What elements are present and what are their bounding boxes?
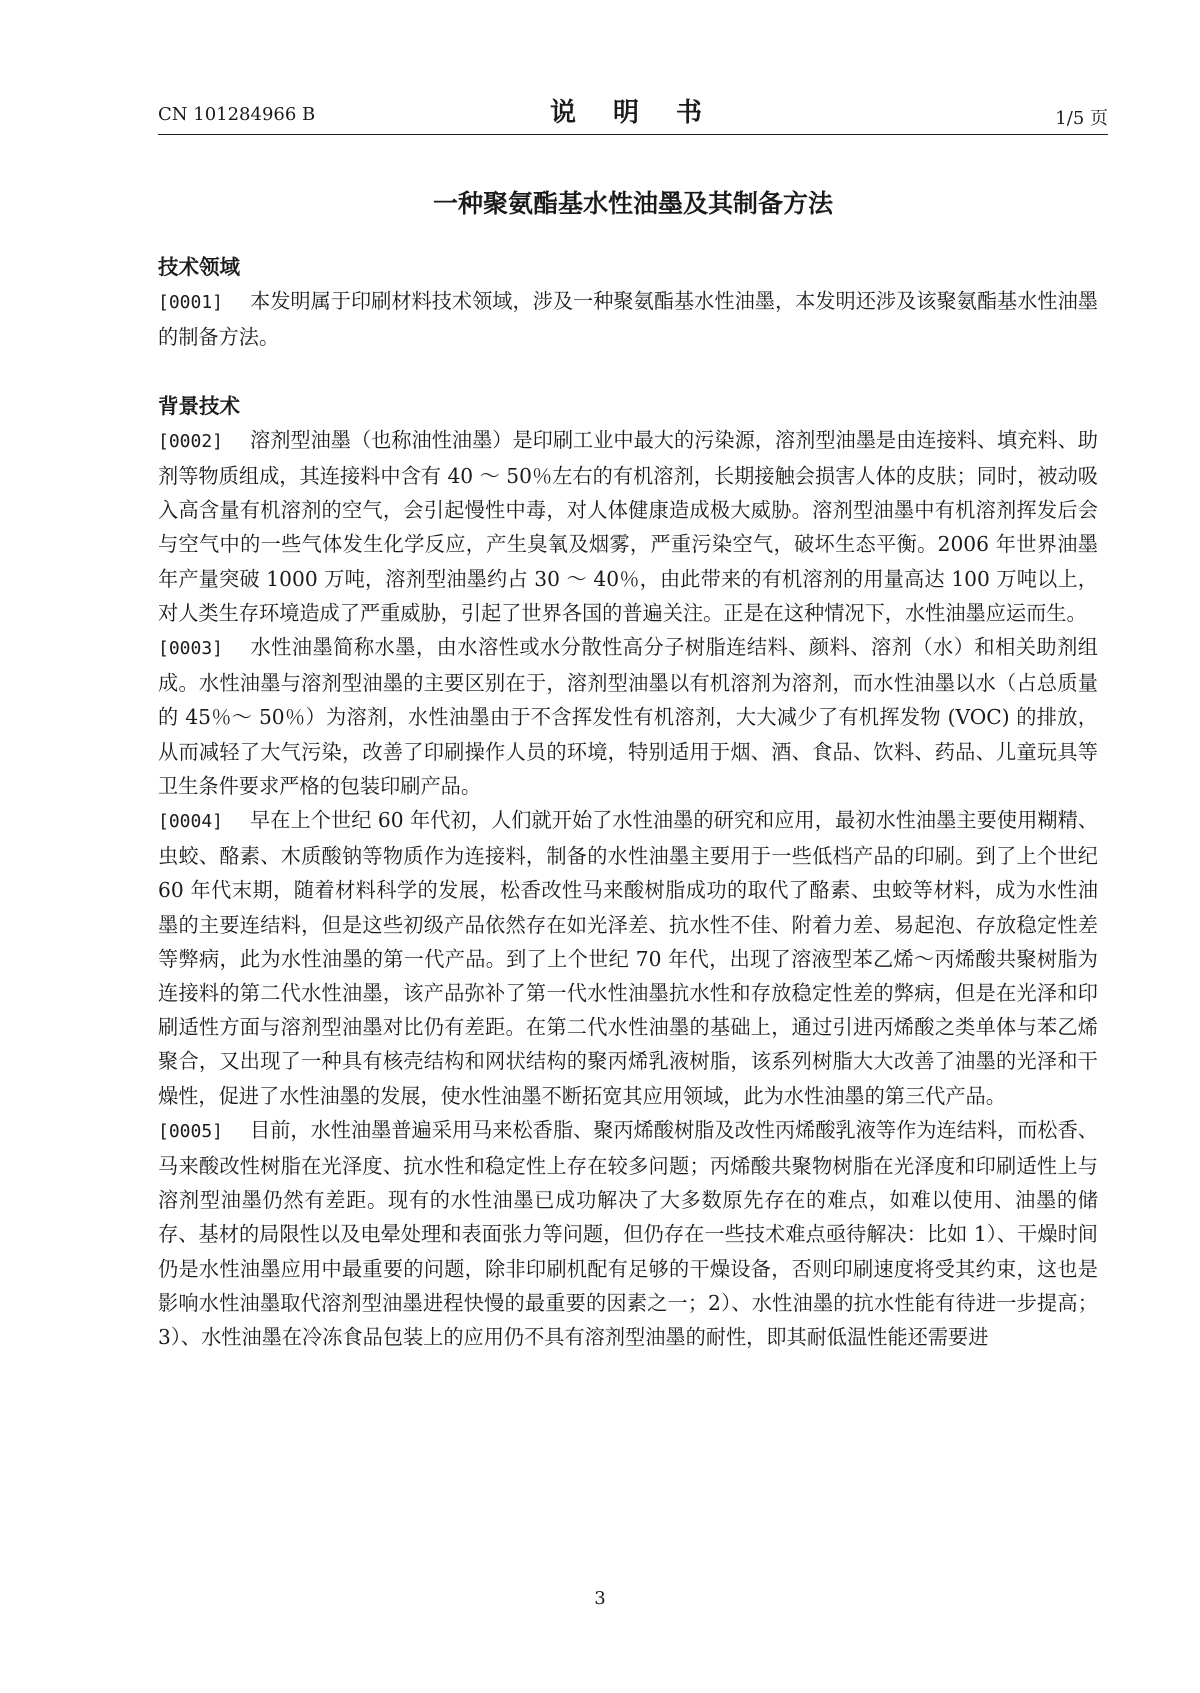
publication-number: CN 101284966 B <box>158 104 316 125</box>
document-type: 说 明 书 <box>549 98 717 128</box>
paragraph <box>158 1113 1098 1354</box>
paragraph-number: [0004] <box>158 811 224 833</box>
page-indicator: 1/5 页 <box>1055 108 1108 129</box>
paragraph-text: 早在上个世纪 60 年代初，人们就开始了水性油墨的研究和应用，最初水性油墨主要使用糊精、虫蛟、酪素、木质酸钠等物质作为连接料，制备的水性油墨主要用于一些低档产品的印刷。到了上个世纪 60 年代末期，随着材料科学的发展，松香改性马来酸树脂成功的取代了酪素、虫蛟等材料，成为水性油墨的主要连结料，但是这些初级产品依然存在如光泽差、抗水性不佳、附着力差、易起泡、存放稳定性差等弊病，此为水性油墨的第一代产品。到了上个世纪 70 年代，出现了溶液型苯乙烯～丙烯酸共聚树脂为连接料的第二代水性油墨，该产品弥补了第一代水性油墨抗水性和存放稳定性差的弊病，但是在光泽和印刷适性方面与溶剂型油墨对比仍有差距。在第二代水性油墨的基础上，通过引进丙烯酸之类单体与苯乙烯聚合，又出现了一种具有核壳结构和网状结构的聚丙烯乳液树脂，该系列树脂大大改善了油墨的光泽和干燥性，促进了水性油墨的发展，使水性油墨不断拓宽其应用领域，此为水性油墨的第三代产品。 <box>158 808 1098 1108</box>
paragraph <box>158 630 1098 803</box>
paragraph-number: [0002] <box>158 430 224 452</box>
section-background <box>158 389 1098 1355</box>
paragraph-text: 水性油墨简称水墨，由水溶性或水分散性高分子树脂连结料、颜料、溶剂（水）和相关助剂组成。水性油墨与溶剂型油墨的主要区别在于，溶剂型油墨以有机溶剂为溶剂，而水性油墨以水（占总质量的 45％～ 50％）为溶剂，水性油墨由于不含挥发性有机溶剂，大大减少了有机挥发物 (VOC) 的排放，从而减轻了大气污染，改善了印刷操作人员的环境，特别适用于烟、酒、食品、饮料、药品、儿童玩具等卫生条件要求严格的包装印刷产品。 <box>158 635 1098 798</box>
section-technical-field <box>158 250 1098 355</box>
paragraph <box>158 803 1098 1113</box>
paragraph <box>158 423 1098 630</box>
page-number: 3 <box>594 1588 606 1609</box>
document-body <box>158 250 1098 1354</box>
section-heading: 技术领域 <box>158 255 240 279</box>
paragraph-number: [0001] <box>158 292 224 314</box>
paragraph-number: [0003] <box>158 638 224 659</box>
section-heading: 背景技术 <box>158 393 240 418</box>
paragraph <box>158 284 1098 354</box>
header-rule <box>158 134 1108 135</box>
page-header <box>158 92 1108 132</box>
paragraph-text: 目前，水性油墨普遍采用马来松香脂、聚丙烯酸树脂及改性丙烯酸乳液等作为连结料，而松香、马来酸改性树脂在光泽度、抗水性和稳定性上存在较多问题；丙烯酸共聚物树脂在光泽度和印刷适性上与溶剂型油墨仍然有差距。现有的水性油墨已成功解决了大多数原先存在的难点，如难以使用、油墨的储存、基材的局限性以及电晕处理和表面张力等问题，但仍存在一些技术难点亟待解决：比如 1）、干燥时间仍是水性油墨应用中最重要的问题，除非印刷机配有足够的干燥设备，否则印刷速度将受其约束，这也是影响水性油墨取代溶剂型油墨进程快慢的最重要的因素之一；2）、水性油墨的抗水性能有待进一步提高；3）、水性油墨在冷冻食品包装上的应用仍不具有溶剂型油墨的耐性，即其耐低温性能还需要进 <box>158 1117 1098 1350</box>
paragraph-text: 本发明属于印刷材料技术领域，涉及一种聚氨酯基水性油墨，本发明还涉及该聚氨酯基水性油墨的制备方法。 <box>158 289 1098 350</box>
paragraph-text: 溶剂型油墨（也称油性油墨）是印刷工业中最大的污染源，溶剂型油墨是由连接料、填充料、助剂等物质组成，其连接料中含有 40 ～ 50％左右的有机溶剂，长期接触会损害人体的皮肤；同时，被动吸入高含量有机溶剂的空气，会引起慢性中毒，对人体健康造成极大威胁。溶剂型油墨中有机溶剂挥发后会与空气中的一些气体发生化学反应，产生臭氧及烟雾，严重污染空气，破坏生态平衡。2006 年世界油墨年产量突破 1000 万吨，溶剂型油墨约占 30 ～ 40％，由此带来的有机溶剂的用量高达 100 万吨以上，对人类生存环境造成了严重威胁，引起了世界各国的普遍关注。正是在这种情况下，水性油墨应运而生。 <box>158 427 1098 625</box>
section-gap <box>158 355 1098 389</box>
document-title: 一种聚氨酯基水性油墨及其制备方法 <box>432 189 833 218</box>
paragraph-number: [0005] <box>158 1120 224 1142</box>
